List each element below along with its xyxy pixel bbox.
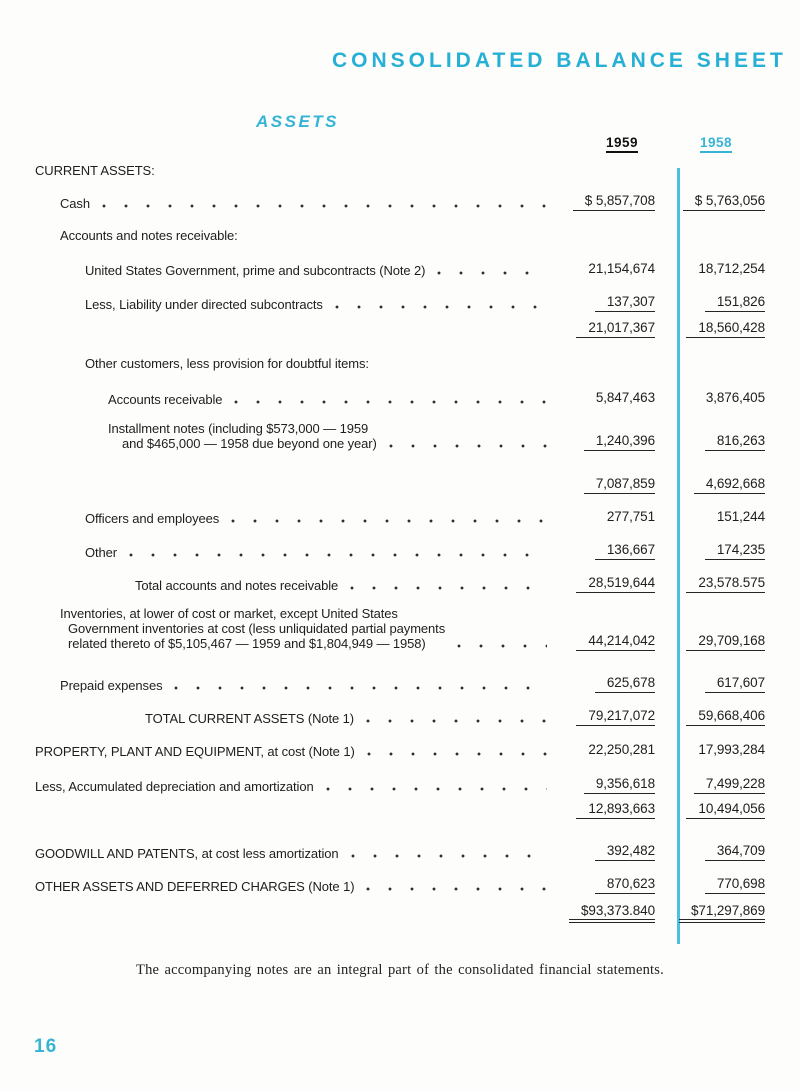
row-label: Prepaid expenses	[60, 678, 163, 693]
row-other-customers-subtotal	[35, 476, 765, 494]
amount-1958: 17,993,284	[698, 742, 765, 757]
amount-1959: 625,678	[595, 675, 655, 693]
row-label: Less, Liability under directed subcontracts	[85, 297, 323, 312]
amount-1958: $ 5,763,056	[683, 193, 765, 211]
row-inventories	[35, 606, 765, 651]
row-label: Other	[85, 545, 118, 560]
row-label: GOODWILL AND PATENTS, at cost less amortization	[35, 846, 339, 861]
row-label: Officers and employees	[85, 511, 220, 526]
amount-1958: 816,263	[705, 433, 765, 451]
amount-1958: 29,709,168	[686, 633, 765, 651]
row-label: United States Government, prime and subcontracts (Note 2)	[85, 263, 426, 278]
row-other	[35, 542, 765, 560]
amount-1958: 23,578.575	[686, 575, 765, 593]
amount-1958: 617,607	[705, 675, 765, 693]
amount-1959: 5,847,463	[595, 390, 655, 405]
amount-1959: 9,356,618	[584, 776, 655, 794]
amount-1958: 10,494,056	[686, 801, 765, 819]
row-label: Total accounts and notes receivable	[135, 578, 339, 593]
amount-1958: 174,235	[705, 542, 765, 560]
dot-leader	[366, 886, 547, 892]
amount-1959: 79,217,072	[576, 708, 655, 726]
row-prepaid-expenses	[35, 675, 765, 693]
row-label: Accounts and notes receivable:	[60, 228, 238, 243]
amount-1959: 392,482	[595, 843, 655, 861]
row-property-plant-equipment	[35, 742, 765, 759]
amount-1959: 1,240,396	[584, 433, 655, 451]
row-label: Inventories, at lower of cost or market, except United States Government inventories at cost (less unliquidated partial payments related thereto of $5,105,467 — 1959 and $1,804,949 — 1958)	[60, 606, 446, 651]
row-label: OTHER ASSETS AND DEFERRED CHARGES (Note 1)	[35, 879, 355, 894]
amount-1958: 7,499,228	[694, 776, 765, 794]
row-label: Other customers, less provision for doubtful items:	[85, 356, 369, 371]
amount-1958: 364,709	[705, 843, 765, 861]
row-total-current-assets	[35, 708, 765, 726]
amount-1958: 4,692,668	[694, 476, 765, 494]
row-label: PROPERTY, PLANT AND EQUIPMENT, at cost (Note 1)	[35, 744, 355, 759]
amount-1958: 770,698	[705, 876, 765, 894]
row-less-liability-subcontracts	[35, 294, 765, 312]
row-cash	[35, 193, 765, 211]
dot-leader	[234, 399, 547, 405]
amount-1959: $93,373.840	[569, 903, 655, 923]
amount-1959: 137,307	[595, 294, 655, 312]
dot-leader	[351, 853, 547, 859]
amount-1958: 151,244	[716, 509, 765, 524]
footer-note: The accompanying notes are an integral part of the consolidated financial statements.	[136, 962, 664, 978]
amount-1959: 21,154,674	[588, 261, 655, 276]
dot-leader	[326, 786, 547, 792]
dot-leader	[231, 518, 547, 524]
amount-1958: 151,826	[705, 294, 765, 312]
row-receivable-net-subtotal	[35, 320, 765, 338]
amount-1959: 870,623	[595, 876, 655, 894]
dot-leader	[102, 203, 547, 209]
page-title: CONSOLIDATED BALANCE SHEET	[332, 49, 787, 72]
amount-1958: $71,297,869	[679, 903, 765, 923]
dot-leader	[129, 552, 547, 558]
row-goodwill-patents	[35, 843, 765, 861]
row-total-assets	[35, 903, 765, 923]
amount-1959: $ 5,857,708	[573, 193, 655, 211]
row-installment-notes	[35, 421, 765, 451]
amount-1959: 44,214,042	[576, 633, 655, 651]
row-other-customers-heading	[35, 356, 765, 371]
row-us-government	[35, 261, 765, 278]
row-property-net-subtotal	[35, 801, 765, 819]
amount-1958: 18,560,428	[686, 320, 765, 338]
row-label: CURRENT ASSETS:	[35, 163, 155, 178]
row-label: TOTAL CURRENT ASSETS (Note 1)	[145, 711, 355, 726]
row-label: Less, Accumulated depreciation and amortization	[35, 779, 314, 794]
row-total-accounts-notes-receivable	[35, 575, 765, 593]
row-officers-employees	[35, 509, 765, 526]
amount-1958: 3,876,405	[705, 390, 765, 405]
column-header-1959: 1959	[606, 135, 638, 153]
section-title-assets: ASSETS	[256, 112, 340, 131]
dot-leader	[366, 718, 547, 724]
amount-1958: 59,668,406	[686, 708, 765, 726]
dot-leader	[457, 643, 547, 649]
dot-leader	[335, 304, 547, 310]
dot-leader	[389, 443, 547, 449]
amount-1959: 12,893,663	[576, 801, 655, 819]
amount-1959: 21,017,367	[576, 320, 655, 338]
dot-leader	[350, 585, 547, 591]
dot-leader	[437, 270, 547, 276]
amount-1959: 136,667	[595, 542, 655, 560]
row-current-assets-heading	[35, 163, 765, 178]
amount-1959: 28,519,644	[576, 575, 655, 593]
dot-leader	[174, 685, 547, 691]
amount-1959: 22,250,281	[588, 742, 655, 757]
dot-leader	[367, 751, 547, 757]
amount-1959: 7,087,859	[584, 476, 655, 494]
row-accounts-receivable	[35, 390, 765, 407]
row-other-assets-deferred-charges	[35, 876, 765, 894]
page-number: 16	[34, 1036, 58, 1057]
row-less-accumulated-depreciation	[35, 776, 765, 794]
amount-1958: 18,712,254	[698, 261, 765, 276]
row-label: Installment notes (including $573,000 — 1959 and $465,000 — 1958 due beyond one year)	[108, 421, 377, 451]
column-header-1958: 1958	[700, 135, 732, 153]
row-label: Cash	[60, 196, 90, 211]
row-accounts-notes-receivable-heading	[35, 228, 765, 243]
row-label: Accounts receivable	[108, 392, 223, 407]
amount-1959: 277,751	[606, 509, 655, 524]
